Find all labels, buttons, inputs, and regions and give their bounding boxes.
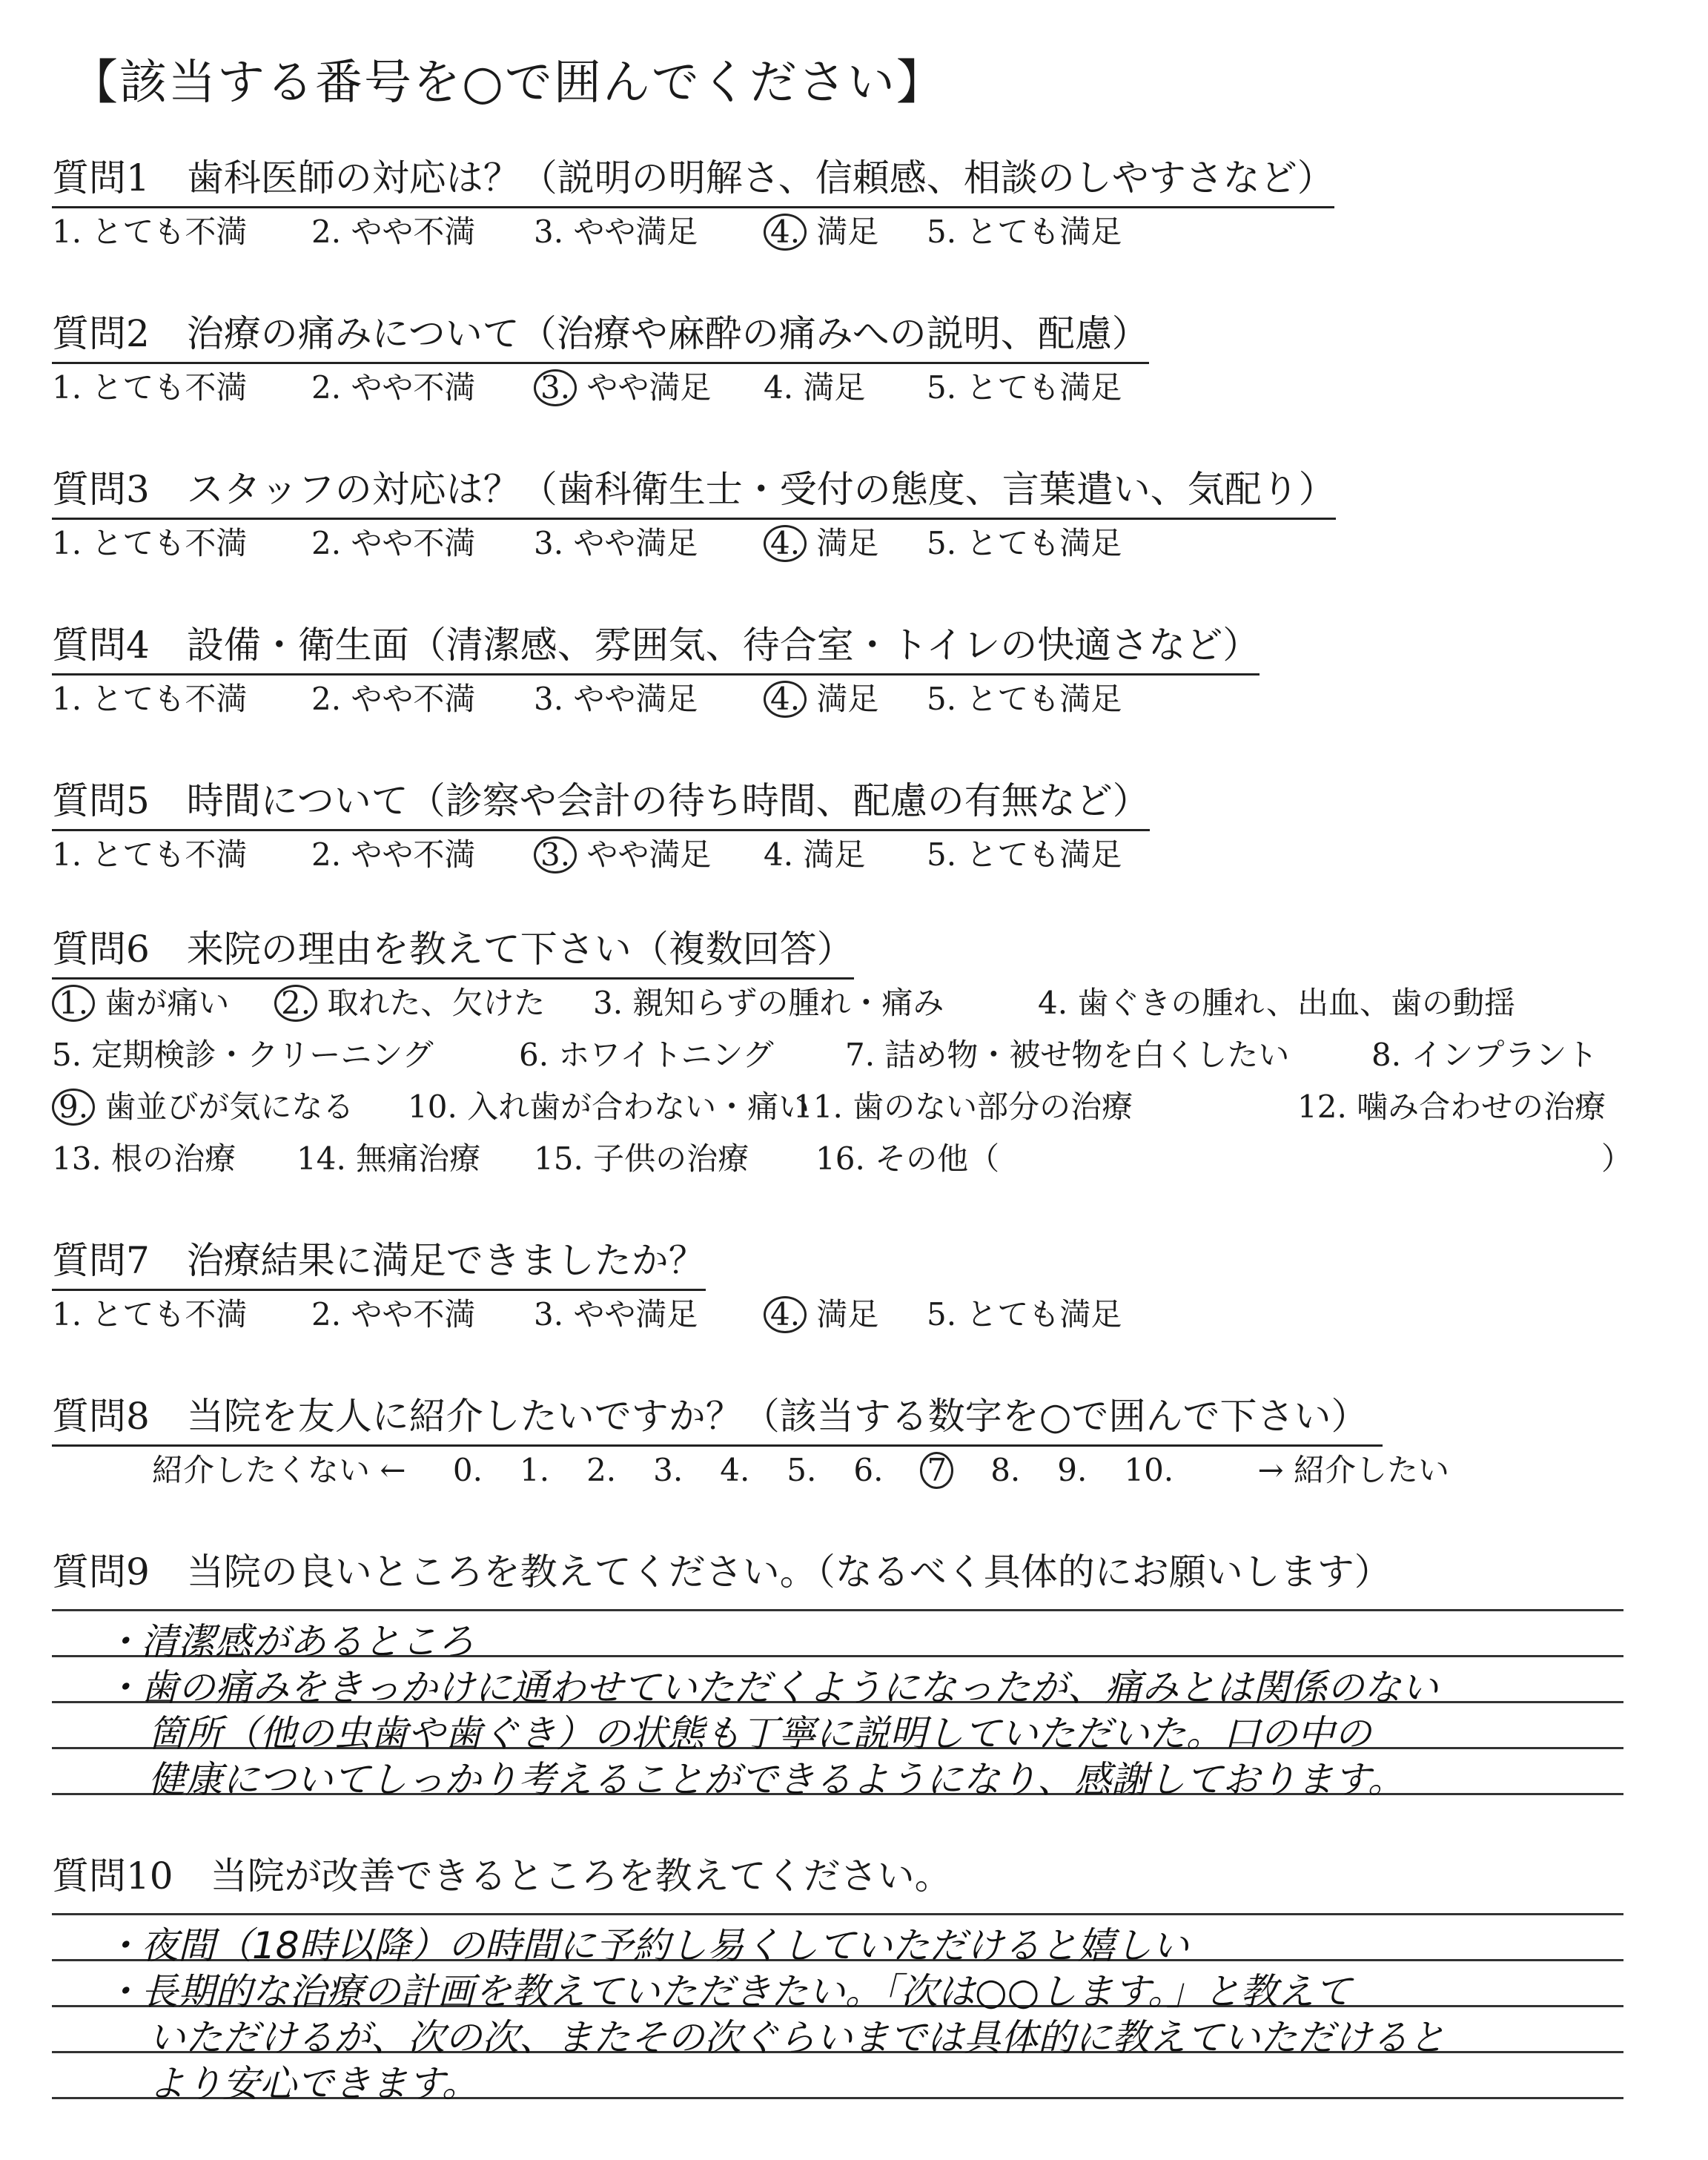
q10-handwritten-line: いただけるが、次の次、またその次ぐらいまでは具体的に教えていただけると (148, 2016, 1446, 2059)
q1-option-5[interactable]: 5. とても満足 (927, 214, 1122, 250)
q6-option[interactable]: 12. 噛み合わせの治療 (1297, 1089, 1606, 1125)
q4-option-3[interactable]: 3. やや満足 (534, 681, 698, 717)
q9-handwritten-line: 箇所（他の虫歯や歯ぐき）の状態も丁寧に説明していただいた。口の中の (148, 1712, 1371, 1755)
q1-option-1[interactable]: 1. とても不満 (52, 214, 248, 250)
selected-circle-icon: 3. (534, 369, 577, 406)
q2-option-3[interactable]: 3. やや満足 (534, 363, 711, 408)
q6-option[interactable]: 2. 取れた、欠けた (274, 979, 545, 1023)
q10-handwritten-line: ・夜間（18時以降）の時間に予約し易くしていただけると嬉しい (104, 1924, 1189, 1967)
q4-option-2[interactable]: 2. やや不満 (311, 681, 476, 717)
q8-scale (152, 1446, 1486, 1490)
q2-option-1[interactable]: 1. とても不満 (52, 369, 248, 406)
question-1-label: 質問1 歯科医師の対応は？（説明の明解さ、信頼感、相談のしやすさなど） (52, 148, 1334, 208)
question-2-label: 質問2 治療の痛みについて（治療や麻酔の痛みへの説明、配慮） (52, 304, 1149, 364)
selected-circle-icon: 9. (52, 1089, 95, 1126)
q6-option[interactable]: 13. 根の治療 (52, 1140, 236, 1177)
q8-scale-value[interactable]: 3. (653, 1452, 683, 1488)
q5-option-1[interactable]: 1. とても不満 (52, 836, 248, 873)
q8-scale-value[interactable]: 7 (920, 1452, 953, 1489)
q5-option-4[interactable]: 4. 満足 (764, 836, 866, 873)
q6-option[interactable]: 10. 入れ歯が合わない・痛い (408, 1089, 810, 1125)
question-8-label: 質問8 当院を友人に紹介したいですか？（該当する数字を○で囲んで下さい） (52, 1387, 1383, 1447)
q8-scale-value[interactable]: 0. (452, 1452, 483, 1488)
q7-option-5[interactable]: 5. とても満足 (927, 1296, 1122, 1332)
q5-option-5[interactable]: 5. とても満足 (927, 836, 1122, 873)
q6-option[interactable]: 11. 歯のない部分の治療 (793, 1089, 1133, 1125)
q3-option-4[interactable]: 4. 満足 (764, 519, 878, 564)
question-7-label: 質問7 治療結果に満足できましたか？ (52, 1231, 706, 1291)
q5-option-2[interactable]: 2. やや不満 (311, 836, 476, 873)
q4-option-4[interactable]: 4. 満足 (764, 675, 878, 719)
q6-option[interactable]: 4. 歯ぐきの腫れ、出血、歯の動揺 (1038, 985, 1515, 1021)
q8-scale-value[interactable]: 6. (853, 1452, 884, 1488)
q5-option-3[interactable]: 3. やや満足 (534, 830, 711, 875)
question-5-label: 質問5 時間について（診察や会計の待ち時間、配慮の有無など） (52, 771, 1150, 831)
selected-circle-icon: 1. (52, 985, 95, 1022)
q6-option[interactable]: 7. 詰め物・被せ物を白くしたい (845, 1037, 1290, 1073)
selected-circle-icon: 4. (764, 525, 807, 562)
q8-right-label: → 紹介したい (1257, 1452, 1450, 1488)
selected-circle-icon: 4. (764, 214, 807, 251)
page-title: 【該当する番号を○で囲んでください】 (70, 56, 945, 110)
q1-option-3[interactable]: 3. やや満足 (534, 214, 698, 250)
q9-handwritten-line: ・歯の痛みをきっかけに通わせていただくようになったが、痛みとは関係のない (104, 1666, 1438, 1709)
q2-option-5[interactable]: 5. とても満足 (927, 369, 1122, 406)
q10-handwritten-line: ・長期的な治療の計画を教えていただきたい。「次は○○します。」と教えて (104, 1970, 1352, 2013)
q8-scale-value[interactable]: 5. (787, 1452, 817, 1488)
q7-option-1[interactable]: 1. とても不満 (52, 1296, 248, 1332)
q3-option-3[interactable]: 3. やや満足 (534, 525, 698, 561)
question-4-label: 質問4 設備・衛生面（清潔感、雰囲気、待合室・トイレの快適さなど） (52, 615, 1260, 676)
q6-option[interactable]: ） (1601, 1140, 1633, 1177)
q6-option[interactable]: 5. 定期検診・クリーニング (52, 1037, 434, 1073)
q8-scale-value[interactable]: 9. (1057, 1452, 1088, 1488)
q8-scale-value[interactable]: 8. (990, 1452, 1021, 1488)
q6-option[interactable]: 16. その他（ (815, 1140, 1000, 1177)
q6-option[interactable]: 8. インプラント (1371, 1037, 1598, 1073)
q4-option-1[interactable]: 1. とても不満 (52, 681, 248, 717)
q8-scale-value[interactable]: 10. (1124, 1452, 1174, 1488)
question-6-label: 質問6 来院の理由を教えて下さい（複数回答） (52, 919, 854, 980)
selected-circle-icon: 3. (534, 836, 577, 873)
question-10-label: 質問10 当院が改善できるところを教えてください。 (52, 1855, 952, 1898)
q2-option-2[interactable]: 2. やや不満 (311, 369, 476, 406)
q9-handwritten-line: 健康についてしっかり考えることができるようになり、感謝しております。 (148, 1758, 1405, 1801)
q1-option-2[interactable]: 2. やや不満 (311, 214, 476, 250)
question-3-label: 質問3 スタッフの対応は？（歯科衛生士・受付の態度、言葉遣い、気配り） (52, 460, 1336, 520)
q7-option-3[interactable]: 3. やや満足 (534, 1296, 698, 1332)
q6-option[interactable]: 14. 無痛治療 (297, 1140, 481, 1177)
q6-option[interactable]: 1. 歯が痛い (52, 979, 229, 1023)
q3-option-2[interactable]: 2. やや不満 (311, 525, 476, 561)
q3-option-1[interactable]: 1. とても不満 (52, 525, 248, 561)
selected-circle-icon: 2. (274, 985, 317, 1022)
q6-option[interactable]: 6. ホワイトニング (519, 1037, 774, 1073)
ruled-line (52, 1609, 1623, 1611)
q6-option[interactable]: 15. 子供の治療 (534, 1140, 749, 1177)
q7-option-4[interactable]: 4. 満足 (764, 1290, 878, 1335)
selected-circle-icon: 4. (764, 681, 807, 718)
q6-option[interactable]: 9. 歯並びが気になる (52, 1083, 354, 1127)
q8-left-label: 紹介したくない ← (152, 1452, 406, 1488)
q8-scale-value[interactable]: 2. (586, 1452, 617, 1488)
q2-option-4[interactable]: 4. 満足 (764, 369, 866, 406)
q4-option-5[interactable]: 5. とても満足 (927, 681, 1122, 717)
q8-scale-value[interactable]: 1. (519, 1452, 550, 1488)
q8-scale-value[interactable]: 4. (720, 1452, 750, 1488)
q1-option-4[interactable]: 4. 満足 (764, 208, 878, 252)
q6-option[interactable]: 3. 親知らずの腫れ・痛み (593, 985, 944, 1021)
q10-handwritten-line: より安心できます。 (148, 2062, 479, 2105)
question-9-label: 質問9 当院の良いところを教えてください。（なるべく具体的にお願いします） (52, 1550, 1391, 1593)
q7-option-2[interactable]: 2. やや不満 (311, 1296, 476, 1332)
ruled-line (52, 1913, 1623, 1915)
q9-handwritten-line: ・清潔感があるところ (104, 1620, 474, 1663)
selected-circle-icon: 4. (764, 1296, 807, 1333)
q3-option-5[interactable]: 5. とても満足 (927, 525, 1122, 561)
